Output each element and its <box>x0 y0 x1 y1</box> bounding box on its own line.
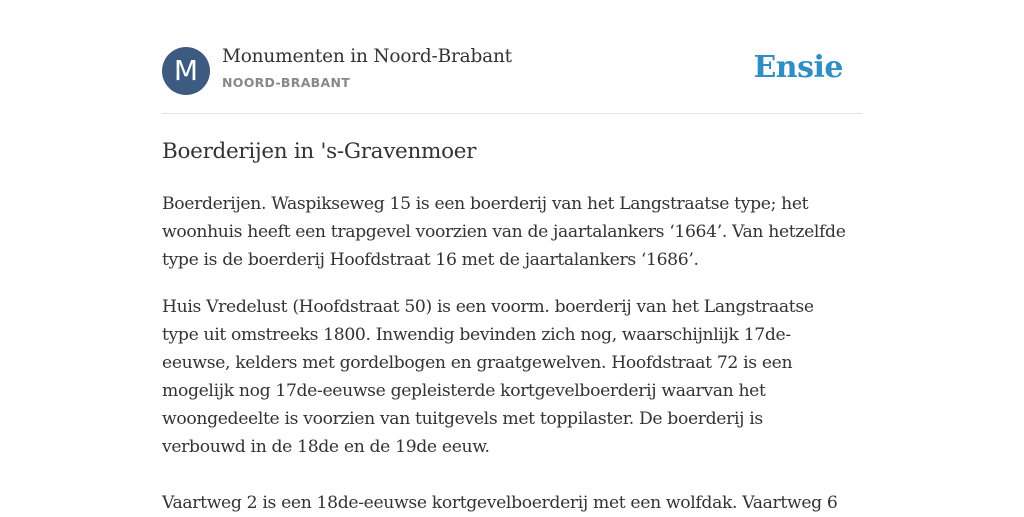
article-paragraph-3 <box>162 489 868 517</box>
article-title: Boerderijen in 's-Gravenmoer <box>162 139 477 164</box>
paragraph-line: woongedeelte is voorzien van tuitgevels met toppilaster. De boerderij is <box>162 409 763 429</box>
paragraph-line: eeuwse, kelders met gordelbogen en graatgewelven. Hoofdstraat 72 is een <box>162 353 793 373</box>
source-header <box>162 46 862 96</box>
brand-logo[interactable]: Ensie <box>753 50 843 85</box>
paragraph-line: Vaartweg 2 is een 18de-eeuwse kortgevelboerderij met een wolfdak. Vaartweg 6 <box>162 493 838 513</box>
header-divider <box>162 113 862 114</box>
source-title[interactable]: Monumenten in Noord-Brabant <box>222 46 512 67</box>
avatar[interactable]: M <box>162 47 210 95</box>
article-paragraph-1 <box>162 190 868 274</box>
paragraph-line: type uit omstreeks 1800. Inwendig bevinden zich nog, waarschijnlijk 17de- <box>162 325 791 345</box>
paragraph-line: woonhuis heeft een trapgevel voorzien van de jaartalankers ‘1664’. Van hetzelfde <box>162 222 846 242</box>
paragraph-line: verbouwd in de 18de en de 19de eeuw. <box>162 437 490 457</box>
article-paragraph-2 <box>162 293 868 461</box>
paragraph-line: Boerderijen. Waspikseweg 15 is een boerderij van het Langstraatse type; het <box>162 194 809 214</box>
source-region: NOORD-BRABANT <box>222 75 351 90</box>
paragraph-line: mogelijk nog 17de-eeuwse gepleisterde kortgevelboerderij waarvan het <box>162 381 766 401</box>
paragraph-line: Huis Vredelust (Hoofdstraat 50) is een voorm. boerderij van het Langstraatse <box>162 297 814 317</box>
paragraph-line: type is de boerderij Hoofdstraat 16 met de jaartalankers ‘1686’. <box>162 250 699 270</box>
